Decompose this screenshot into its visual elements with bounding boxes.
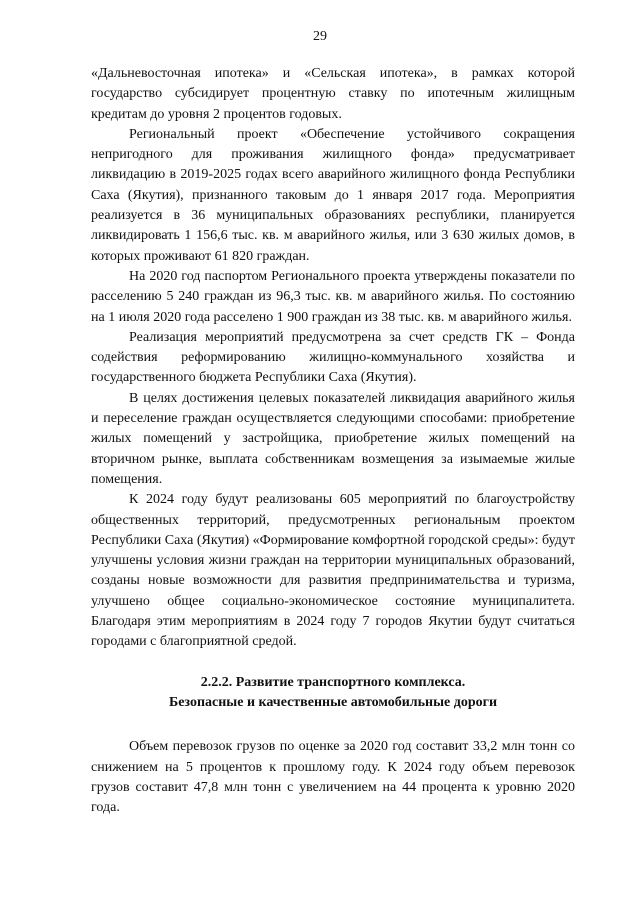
paragraph-urban-environment: К 2024 году будут реализованы 605 мероприятий по благоустройству общественных территорий, предусмотренных региональным проектом Республики Саха (Якутия) «Формирование комфортной городской среды»: будут улучшены условия жизни граждан на территории муниципальных образований, созданы новые возможности для развития предпринимательства и туризма, улучшено общее социально-экономическое состояние муниципалитета. Благодаря этим мероприятиям в 2024 году 7 городов Якутии будут считаться городами с благоприятной средой. [91,492,575,650]
paragraph-funding: Реализация мероприятий предусмотрена за счет средств ГК – Фонда содействия реформированию жилищно-коммунального хозяйства и государственного бюджета Республики Саха (Якутия). [91,329,575,386]
paragraph-2020-indicators: На 2020 год паспортом Регионального проекта утверждены показатели по расселению 5 240 граждан из 96,3 тыс. кв. м аварийного жилья. По состоянию на 1 июля 2020 года расселено 1 900 граждан из 38 тыс. кв. м аварийного жилья. [91,268,575,325]
section-subheading: Безопасные и качественные автомобильные дороги [168,694,498,710]
paragraph-resettlement-methods: В целях достижения целевых показателей ликвидация аварийного жилья и переселение граждан осуществляется следующими способами: приобретение жилых помещений у застройщика, приобретение жилых помещений на вторичном рынке, выплата собственникам возмещения за изымаемые жилые помещения. [91,390,575,487]
page-number: 29 [313,29,327,44]
paragraph-regional-project: Региональный проект «Обеспечение устойчивого сокращения непригодного для проживания жилищного фонда» предусматривает ликвидацию в 2019-2025 годах всего аварийного жилищного фонда Республики Саха (Якутия), признанного таковым до 1 января 2017 года. Мероприятия реализуется в 36 муниципальных образованиях республики, планируется ликвидировать 1 156,6 тыс. кв. м аварийного жилья, или 3 630 жилых домов, в которых проживают 61 820 граждан. [91,126,575,264]
paragraph-mortgage-continuation: «Дальневосточная ипотека» и «Сельская ипотека», в рамках которой государство субсидирует процентную ставку по ипотечным жилищным кредитам до уровня 2 процентов годовых. [91,66,575,122]
page-content [91,64,575,818]
section-heading: 2.2.2. Развитие транспортного комплекса. [200,674,466,690]
paragraph-freight-transport: Объем перевозок грузов по оценке за 2020 год составит 33,2 млн тонн со снижением на 5 процентов к прошлому году. К 2024 году объем перевозок грузов составит 47,8 млн тонн с увеличением на 44 процента к уровню 2020 года. [91,739,575,816]
